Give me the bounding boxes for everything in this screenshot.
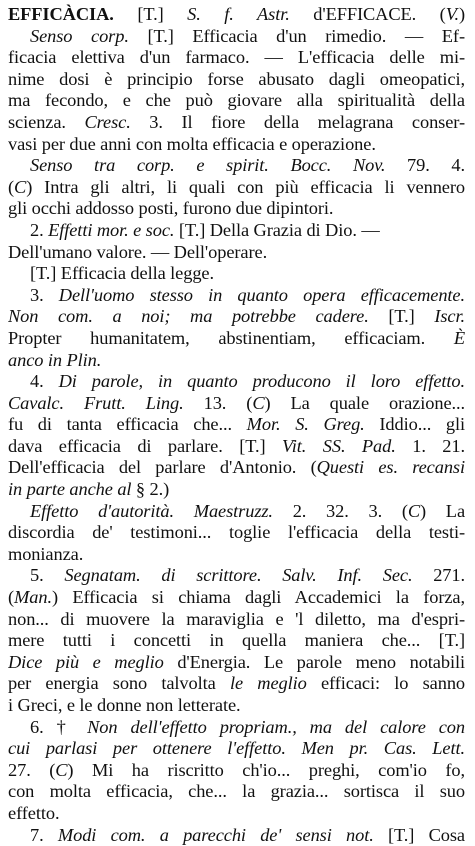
italic-text: C xyxy=(407,500,421,521)
text-span: mere tutti i concetti in quella maniera che... [T.] xyxy=(8,630,465,651)
text-span: 13. ( xyxy=(183,392,253,413)
text-span: 79. 4. xyxy=(385,155,465,176)
text-span: [T.] Efficacia della legge. xyxy=(30,263,214,284)
text-line xyxy=(8,803,465,825)
text-line xyxy=(8,652,465,674)
text-span: ) La quale orazione... xyxy=(264,392,465,413)
italic-text: in parte anche al xyxy=(8,479,132,500)
text-line xyxy=(8,220,465,242)
text-span: ) Efficacia si chiama dagli Accademici la forza, xyxy=(51,587,465,608)
italic-text: Senso corp. xyxy=(30,25,129,46)
headword: EFFICÀCIA. xyxy=(8,4,114,24)
text-span: dava efficacia di parlare. [T.] xyxy=(8,435,282,456)
italic-text: Modi com. a parecchi de' sensi not. xyxy=(57,824,374,845)
italic-text: Di parole, in quanto producono il loro effetto. xyxy=(58,371,465,392)
text-line xyxy=(8,609,465,631)
italic-text: le meglio xyxy=(229,673,307,694)
italic-text: Segnatam. di scrittore. Salv. Inf. Sec. xyxy=(64,565,413,586)
text-span: i Greci, e le donne non letterate. xyxy=(8,695,241,715)
text-span: effetto. xyxy=(8,802,60,823)
text-span: scienza. xyxy=(8,111,85,132)
text-line xyxy=(8,825,465,846)
text-span: ) Intra gli altri, li quali con più efficacia li vennero xyxy=(26,176,465,197)
text-line xyxy=(8,371,465,393)
text-line xyxy=(8,457,465,479)
italic-text: Senso tra corp. e spirit. Bocc. Nov. xyxy=(30,155,386,176)
text-span: per energia sono talvolta xyxy=(8,673,230,694)
text-line xyxy=(8,155,465,177)
text-line xyxy=(8,90,465,112)
text-span: 2. xyxy=(30,219,49,240)
text-span: 6. † xyxy=(30,716,88,737)
text-span: monianza. xyxy=(8,543,84,564)
text-span: 7. xyxy=(30,824,58,845)
text-line xyxy=(8,177,465,199)
text-span: vasi per due anni con molta efficacia e operazione. xyxy=(8,133,376,154)
text-span: [T.] Efficacia d'un rimedio. — Ef- xyxy=(128,25,465,46)
italic-text: Man. xyxy=(14,587,52,608)
text-span: 5. xyxy=(30,565,65,586)
italic-text: È xyxy=(453,327,465,348)
text-line xyxy=(8,436,465,458)
text-span: [T.] Cosa xyxy=(373,824,465,845)
italic-text: C xyxy=(55,759,68,780)
italic-text: V. xyxy=(445,4,459,24)
text-span: ma fecondo, e che può giovare alla spiritualità della xyxy=(8,90,465,111)
italic-text: Questi es. recansi xyxy=(316,457,465,478)
text-span: [T.] xyxy=(368,306,435,327)
text-span: 1. 21. xyxy=(395,435,465,456)
italic-text: Vit. SS. Pad. xyxy=(282,435,396,456)
italic-text: Dell'uomo stesso in quanto opera efficacemente. xyxy=(58,284,465,305)
text-line xyxy=(8,26,465,48)
text-span: Dell'umano valore. — Dell'operare. xyxy=(8,241,268,262)
text-line xyxy=(8,4,465,26)
text-span: Iddio... gli xyxy=(364,414,465,435)
italic-text: C xyxy=(252,392,265,413)
text-span: non... di muovere la maraviglia e 'l diletto, ma d'espri- xyxy=(8,608,465,629)
text-span: 271. xyxy=(412,565,465,586)
italic-text: C xyxy=(14,176,27,197)
text-span: gli occhi addosso posti, furono due dipintori. xyxy=(8,198,334,219)
italic-text: cui parlasi per ottenere l'effetto. Men pr. Cas. Lett. xyxy=(8,738,465,759)
text-span: ) La xyxy=(420,500,465,521)
text-line xyxy=(8,587,465,609)
dictionary-entry-efficacia xyxy=(8,4,465,846)
text-line xyxy=(8,544,465,566)
text-span: fu di tanta efficacia che... xyxy=(8,414,247,435)
text-span: 3. xyxy=(30,284,59,305)
italic-text: Effetto d'autorità. Maestruzz. xyxy=(30,500,273,521)
text-line xyxy=(8,695,465,717)
text-span: [T.] Della Grazia di Dio. — xyxy=(174,219,380,240)
text-line xyxy=(8,242,465,264)
italic-text: Cresc. xyxy=(84,111,131,132)
text-line xyxy=(8,198,465,220)
text-line xyxy=(8,673,465,695)
text-span: discordia de' testimoni... toglie l'efficacia della testi- xyxy=(8,522,465,543)
text-span: Dell'efficacia del parlare d'Antonio. ( xyxy=(8,457,317,478)
text-line xyxy=(8,414,465,436)
text-line xyxy=(8,306,465,328)
text-span: efficaci: lo sanno xyxy=(306,673,465,694)
text-span: con molta efficacia, che... la grazia... sortisca il suo xyxy=(8,781,465,802)
text-span: Propter humanitatem, abstinentiam, efficaciam. xyxy=(8,327,454,348)
italic-text: Non dell'effetto propriam., ma del calore con xyxy=(87,716,465,737)
text-span: 3. Il fiore della melagrana conser- xyxy=(130,111,465,132)
italic-text: Non com. a noi; ma potrebbe cadere. xyxy=(8,306,369,327)
text-span: nime dosi è principio forse abusato dagli omeopatici, xyxy=(8,68,465,89)
text-span: 27. ( xyxy=(8,759,56,780)
text-line xyxy=(8,263,465,285)
text-line xyxy=(8,717,465,739)
text-span: ( xyxy=(8,587,15,608)
italic-text: S. f. Astr. xyxy=(187,4,290,24)
text-line xyxy=(8,393,465,415)
italic-text: Dice più e meglio xyxy=(8,651,164,672)
text-line xyxy=(8,350,465,372)
text-span: ) Mi ha riscritto ch'io... preghi, com'io fo, xyxy=(67,759,465,780)
text-span: § 2.) xyxy=(131,479,170,500)
text-line xyxy=(8,47,465,69)
text-span: 4. xyxy=(30,371,59,392)
text-line xyxy=(8,479,465,501)
text-line xyxy=(8,69,465,91)
text-span: ficacia elettiva d'un farmaco. — L'efficacia delle mi- xyxy=(8,47,465,68)
text-line xyxy=(8,738,465,760)
text-line xyxy=(8,781,465,803)
italic-text: Effetti mor. e soc. xyxy=(48,219,175,240)
text-line xyxy=(8,565,465,587)
text-span: [T.] xyxy=(113,4,188,24)
text-line xyxy=(8,112,465,134)
text-line xyxy=(8,134,465,156)
italic-text: Mor. S. Greg. xyxy=(246,414,365,435)
text-line xyxy=(8,630,465,652)
text-span: ) xyxy=(458,4,465,24)
italic-text: Iscr. xyxy=(434,306,465,327)
text-span: 2. 32. 3. ( xyxy=(272,500,408,521)
text-line xyxy=(8,501,465,523)
text-span: ( xyxy=(8,176,15,197)
text-span: d'Energia. Le parole meno notabili xyxy=(163,651,465,672)
text-line xyxy=(8,760,465,782)
text-line xyxy=(8,285,465,307)
italic-text: Cavalc. Frutt. Ling. xyxy=(8,392,184,413)
text-line xyxy=(8,328,465,350)
italic-text: anco in Plin. xyxy=(8,349,102,370)
text-span: d'EFFICACE. ( xyxy=(289,4,446,24)
text-line xyxy=(8,522,465,544)
